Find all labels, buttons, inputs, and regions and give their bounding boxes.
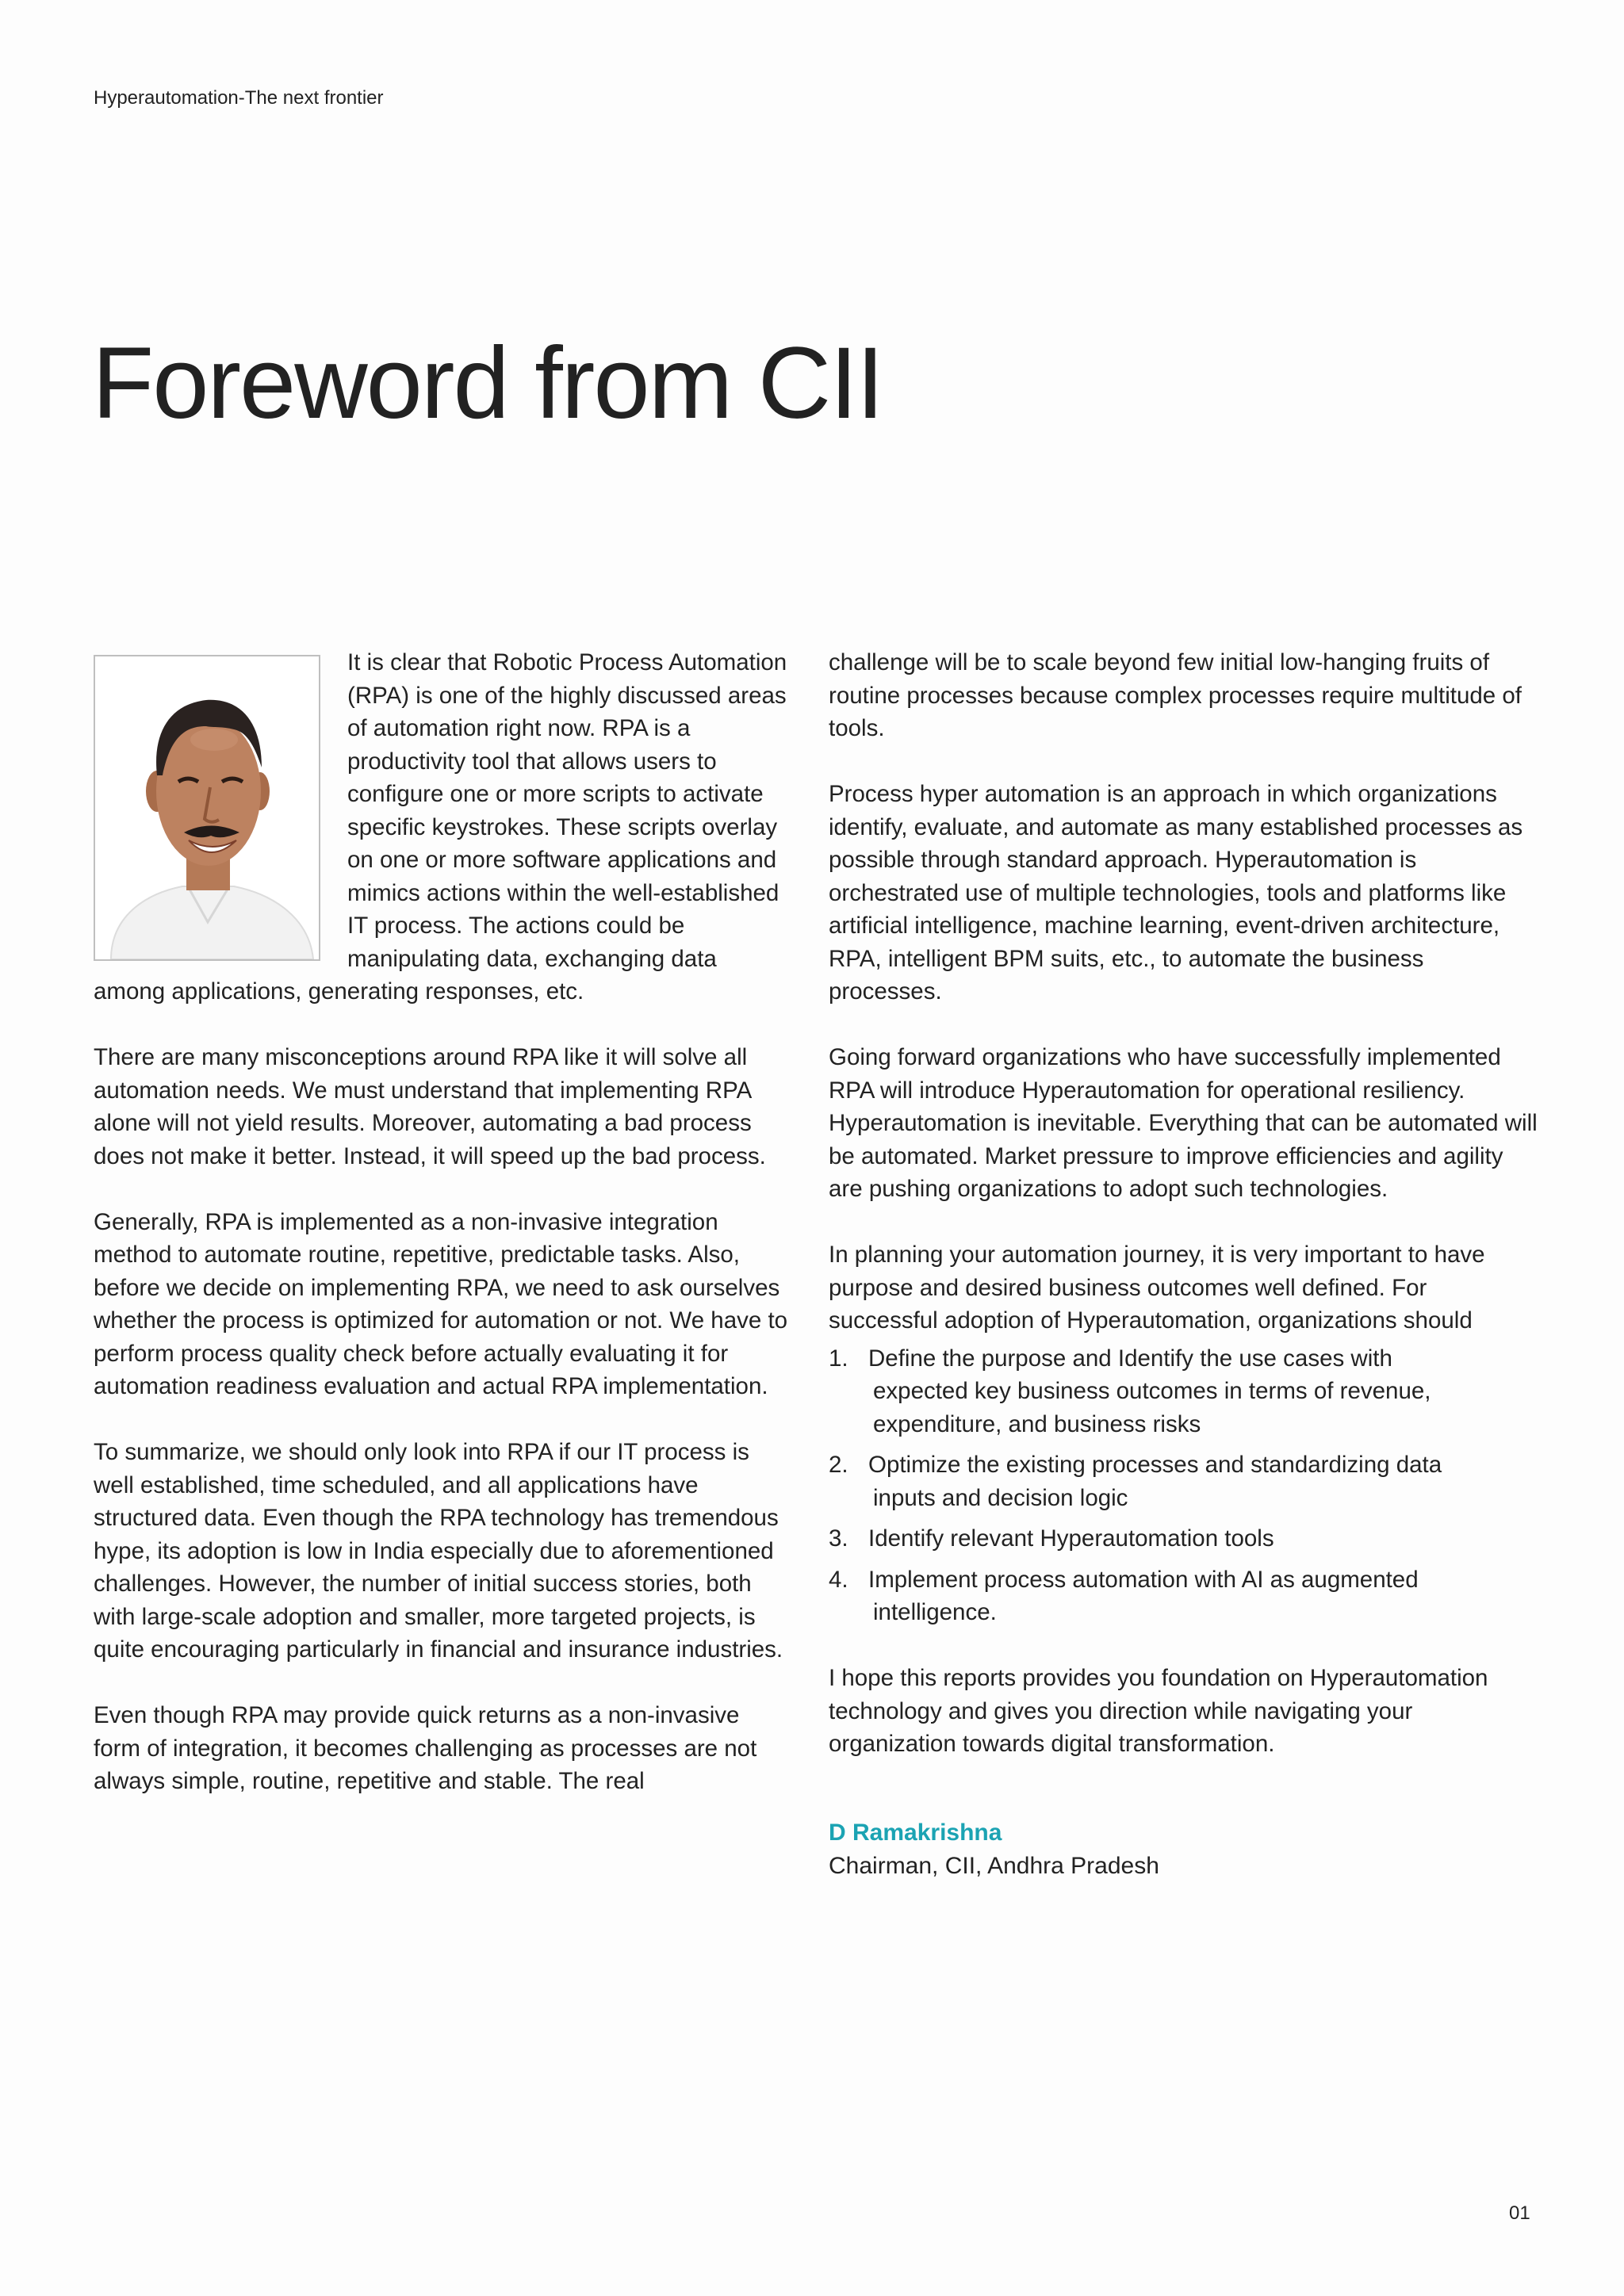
- signatory-role: Chairman, CII, Andhra Pradesh: [829, 1852, 1159, 1879]
- list-item: [829, 1563, 1538, 1629]
- left-column: [94, 646, 791, 1831]
- list-item: [829, 1342, 1538, 1441]
- page-number: 01: [1509, 2202, 1530, 2224]
- closing-paragraph: I hope this reports provides you foundation on Hyperautomation technology and gives you direction while navigating your organization towards digital transformation.: [829, 1665, 1488, 1757]
- list-item-number: 4.: [829, 1566, 848, 1593]
- right-paragraph-2: Process hyper automation is an approach in which organizations identify, evaluate, and automate as many established processes as possible through standard approach. Hyperautomation is orchestrated use of multiple technologies, tools and platforms like artificial intelligence, machine learning, event-driven architecture, RPA, intelligent BPM suits, etc., to automate the business processes.: [829, 781, 1523, 1004]
- list-item-text: Identify relevant Hyperautomation tools: [868, 1525, 1274, 1552]
- list-item-number: 2.: [829, 1452, 848, 1478]
- signatory-name: D Ramakrishna: [829, 1819, 1002, 1846]
- list-item-text: Optimize the existing processes and standardizing data inputs and decision logic: [868, 1452, 1442, 1511]
- left-paragraph-2: There are many misconceptions around RPA like it will solve all automation needs. We must understand that implementing RPA alone will not yield results. Moreover, automating a bad process does not make it better. Instead, it will speed up the bad process.: [94, 1044, 766, 1169]
- running-header: Hyperautomation-The next frontier: [94, 87, 384, 109]
- list-item-number: 1.: [829, 1345, 848, 1372]
- right-paragraph-3: Going forward organizations who have successfully implemented RPA will introduce Hyperautomation for operational resiliency. Hyperautomation is inevitable. Everything that can be automated will be automated. Market pressure to improve efficiencies and agility are pushing organizations to adopt such technologies.: [829, 1044, 1538, 1202]
- left-paragraph-5: Even though RPA may provide quick returns as a non-invasive form of integration, it becomes challenging as processes are not always simple, routine, repetitive and stable. The real: [94, 1702, 757, 1794]
- author-photo: [94, 655, 320, 961]
- list-item-number: 3.: [829, 1525, 848, 1552]
- list-item-text: Implement process automation with AI as augmented intelligence.: [868, 1566, 1419, 1625]
- list-item: [829, 1522, 1538, 1556]
- right-paragraph-1: challenge will be to scale beyond few initial low-hanging fruits of routine processes because complex processes require multitude of tools.: [829, 649, 1522, 741]
- right-column: [829, 646, 1538, 1883]
- list-item-text: Define the purpose and Identify the use cases with expected key business outcomes in terms of revenue, expenditure, and business risks: [868, 1345, 1431, 1437]
- left-paragraph-1: It is clear that Robotic Process Automation (RPA) is one of the highly discussed areas of automation right now. RPA is a productivity tool that allows users to configure one or more scripts to activate specific keystrokes. These scripts overlay on one or more software applications and mimics actions within the well-established IT process. The actions could be manipulating data, exchanging data among applications, generating responses, etc.: [94, 649, 787, 1004]
- page-title: Foreword from CII: [92, 327, 883, 440]
- left-paragraph-4: To summarize, we should only look into RPA if our IT process is well established, time scheduled, and all applications have structured data. Even though the RPA technology has tremendous hype, its adoption is low in India especially due to aforementioned challenges. However, the number of initial success stories, both with large-scale adoption and smaller, more targeted projects, is quite encouraging particularly in financial and insurance industries.: [94, 1439, 783, 1663]
- list-intro: In planning your automation journey, it is very important to have purpose and desired business outcomes well defined. For successful adoption of Hyperautomation, organizations should: [829, 1242, 1485, 1334]
- adoption-steps-list: [829, 1342, 1538, 1629]
- list-item: [829, 1448, 1538, 1514]
- left-paragraph-3: Generally, RPA is implemented as a non-invasive integration method to automate routine, repetitive, predictable tasks. Also, before we decide on implementing RPA, we need to ask ourselves whether the process is optimized for automation or not. We have to perform process quality check before actually evaluating it for automation readiness evaluation and actual RPA implementation.: [94, 1208, 788, 1399]
- portrait-image: [95, 656, 319, 959]
